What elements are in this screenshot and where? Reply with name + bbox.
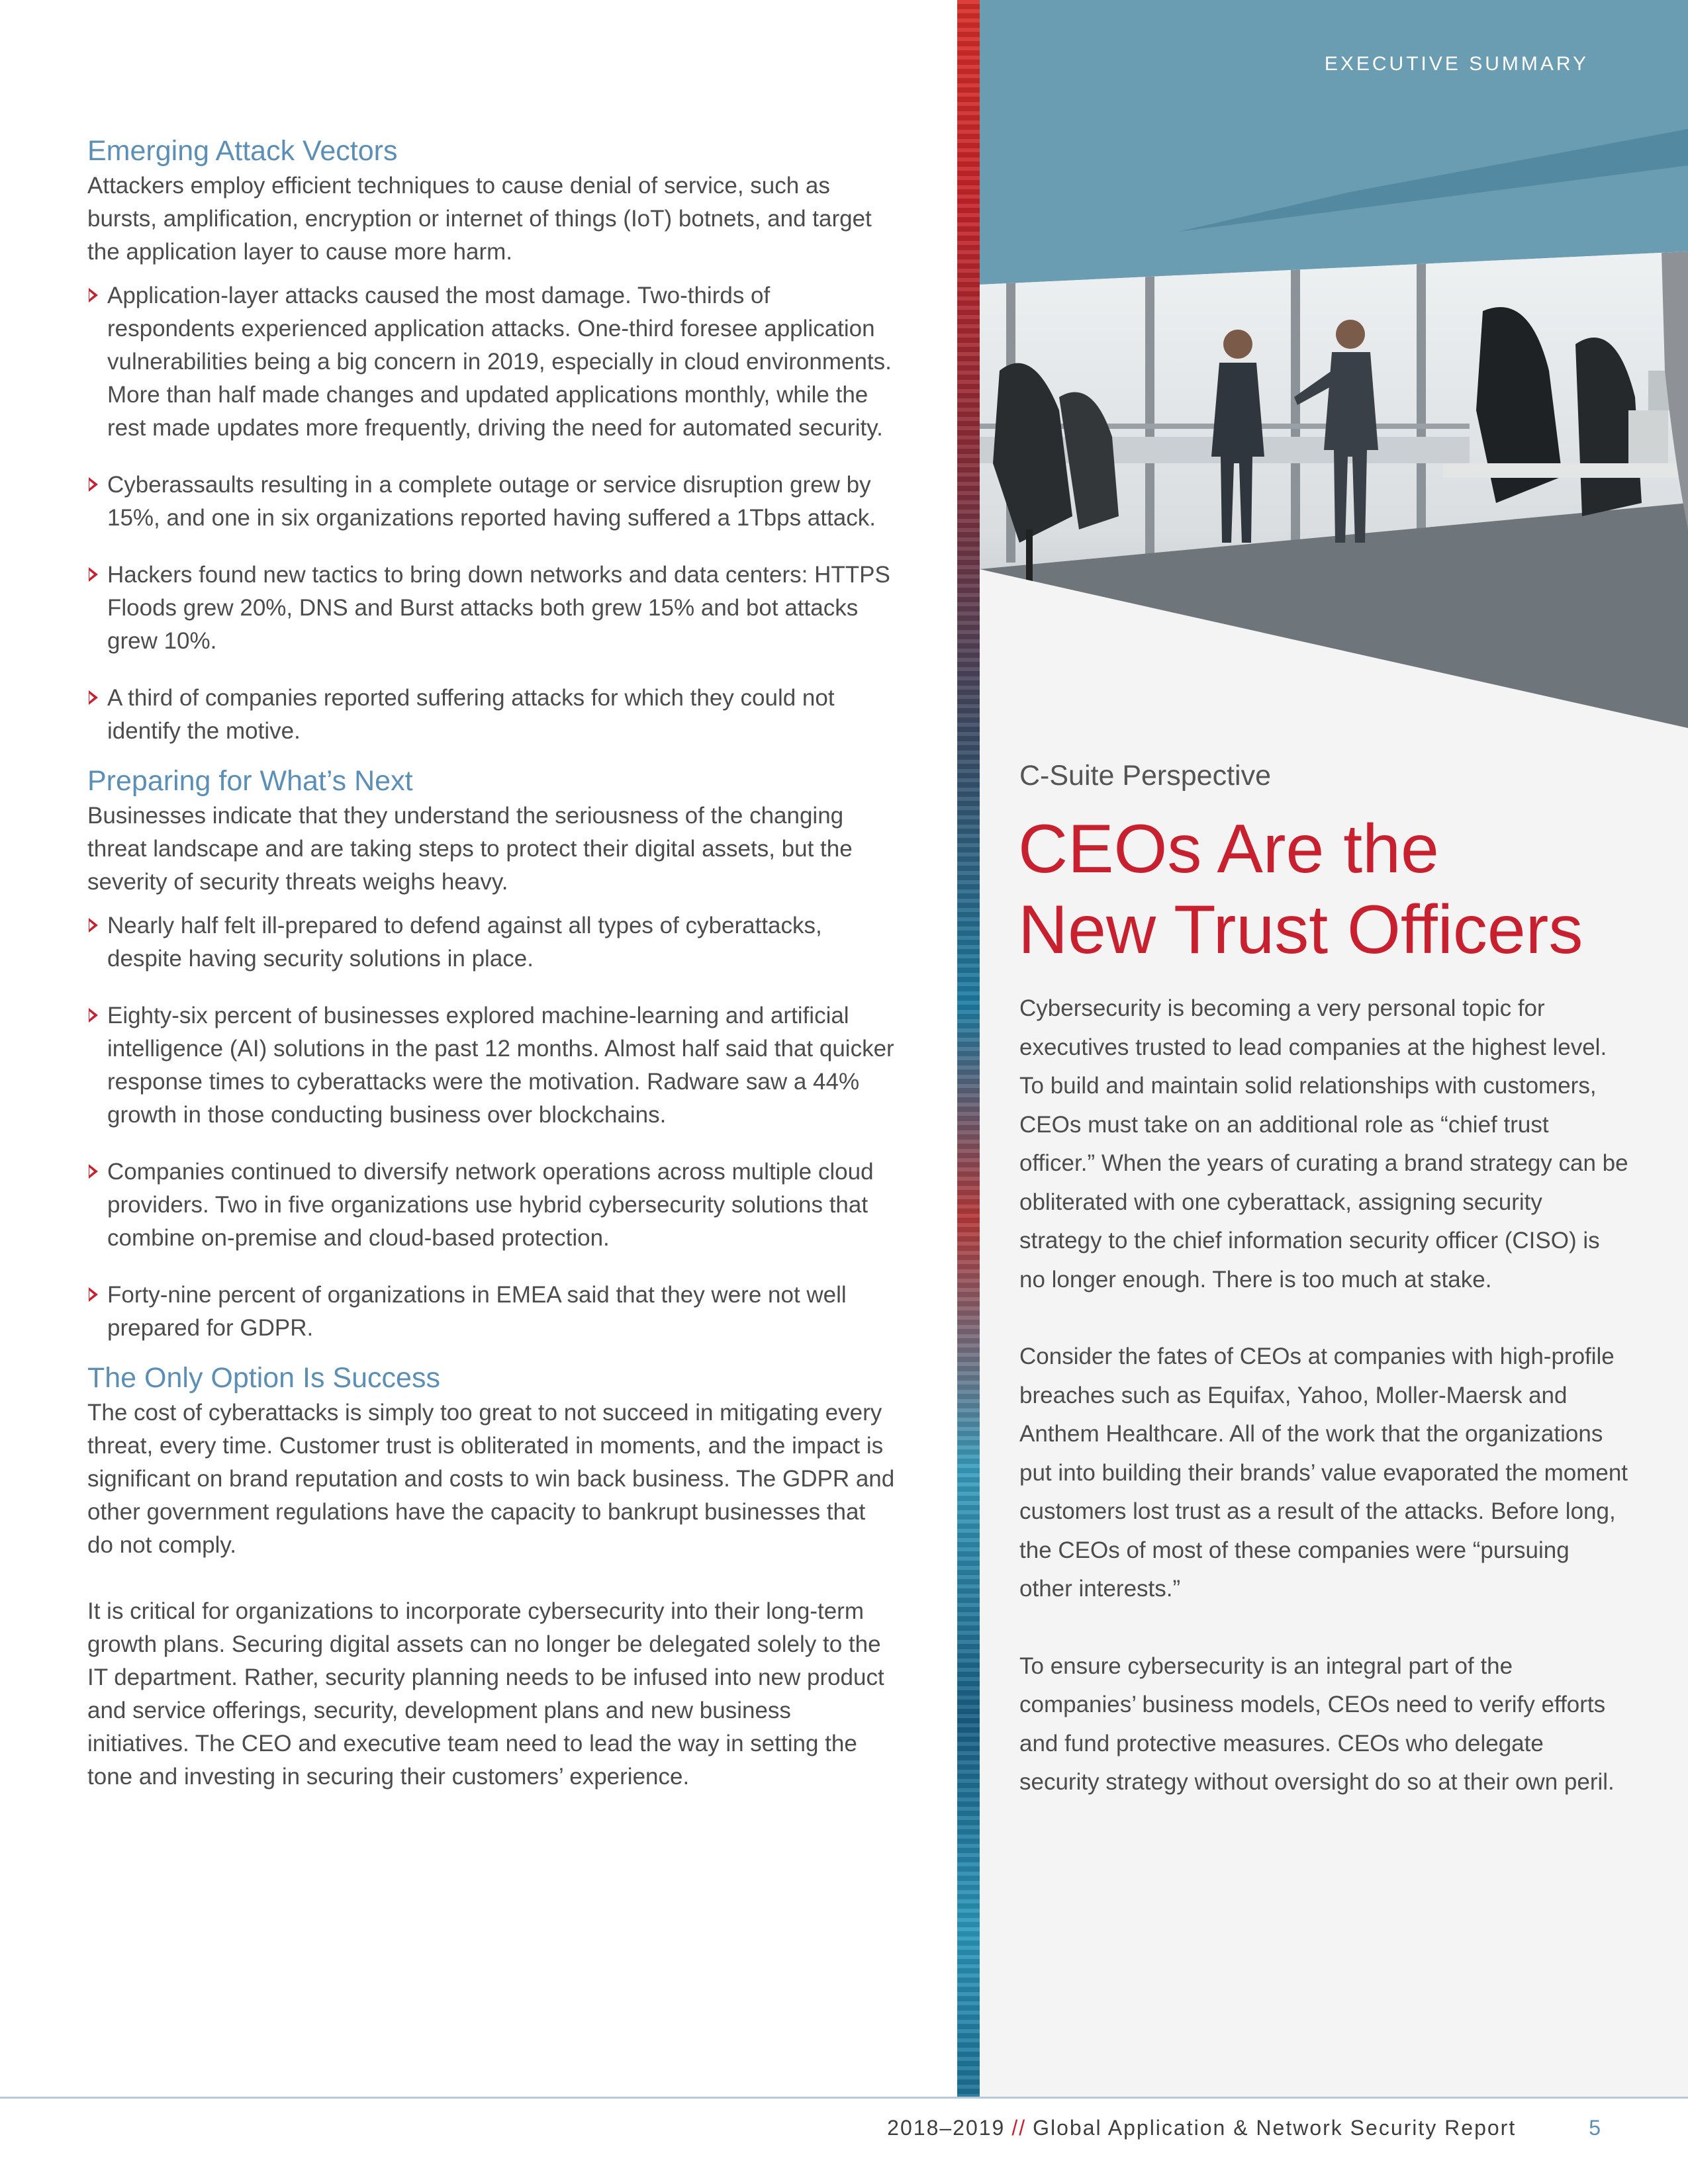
section-label: EXECUTIVE SUMMARY <box>1324 53 1589 75</box>
success-paragraph-1: The cost of cyberattacks is simply too great to not succeed in mitigating every threat, every time. Customer trust is obliterated in moments, and the impact is significant on brand reputation and costs to win back business. The GDPR and other government regulations have the capacity to bankrupt businesses that do not comply. <box>87 1400 895 1558</box>
page-number: 5 <box>1589 2116 1602 2140</box>
sidebar-title-line-2: New Trust Officers <box>1018 891 1583 968</box>
bullet-arrow-icon <box>89 1164 98 1179</box>
preparing-bullet-list <box>87 909 895 1345</box>
page-footer <box>887 2116 1602 2140</box>
bullet-text: Cyberassaults resulting in a complete outage or service disruption grew by 15%, and one in six organizations reported having suffered a 1Tbps attack. <box>107 472 876 531</box>
emerging-intro: Attackers employ efficient techniques to cause denial of service, such as bursts, amplification, encryption or internet of things (IoT) botnets, and target the application layer to cause more harm. <box>87 173 872 265</box>
bullet-arrow-icon <box>89 567 98 582</box>
hero-photo <box>980 0 1688 728</box>
list-item <box>87 279 895 445</box>
list-item <box>87 682 895 748</box>
list-item <box>87 1156 895 1255</box>
sidebar-paragraph-3: To ensure cybersecurity is an integral part of the companies’ business models, CEOs need to verify efforts and fund protective measures. CEOs who delegate security strategy without oversight do so at their own peril. <box>1019 1653 1615 1795</box>
bullet-text: Nearly half felt ill-prepared to defend against all types of cyberattacks, despite having security solutions in place. <box>107 913 822 972</box>
bullet-arrow-icon <box>89 1287 98 1302</box>
heading-only-option-is-success: The Only Option Is Success <box>87 1362 440 1394</box>
sidebar-paragraph-2: Consider the fates of CEOs at companies with high-profile breaches such as Equifax, Yahoo, Moller-Maersk and Anthem Healthcare. All of the work that the organizations put into building their brands’ value evaporated the moment customers lost trust as a result of the attacks. Before long, the CEOs of most of these companies were “pursuing other interests.” <box>1019 1343 1628 1602</box>
bullet-text: Eighty-six percent of businesses explored machine-learning and artificial intelligence (AI) solutions in the past 12 months. Almost half said that quicker response times to cyberattacks were the motivation. Radware saw a 44% growth in those conducting business over blockchains. <box>107 1003 894 1128</box>
bullet-arrow-icon <box>89 690 98 705</box>
left-column <box>87 132 895 1794</box>
list-item <box>87 1279 895 1345</box>
bullet-text: A third of companies reported suffering attacks for which they could not identify the motive. <box>107 685 835 744</box>
bullet-arrow-icon <box>89 477 98 492</box>
sidebar-title-line-1: CEOs Are the <box>1018 811 1439 887</box>
heading-preparing-for-whats-next: Preparing for What’s Next <box>87 765 413 797</box>
divider-strip-texture <box>957 0 980 2098</box>
list-item <box>87 469 895 535</box>
bullet-text: Companies continued to diversify network operations across multiple cloud providers. Two in five organizations use hybrid cybersecurity solutions that combine on-premise and cloud-based protection. <box>107 1159 874 1251</box>
bullet-text: Forty-nine percent of organizations in EMEA said that they were not well prepared for GDPR. <box>107 1282 847 1341</box>
list-item <box>87 999 895 1132</box>
emerging-bullet-list <box>87 279 895 748</box>
sidebar-body <box>1019 989 1628 1802</box>
list-item <box>87 909 895 976</box>
office-photo <box>980 251 1688 728</box>
sidebar-title <box>1018 809 1654 970</box>
heading-emerging-attack-vectors: Emerging Attack Vectors <box>87 135 398 167</box>
success-paragraph-2: It is critical for organizations to incorporate cybersecurity into their long-term growth plans. Securing digital assets can no longer be delegated solely to the IT department. Rather, security planning needs to be infused into new product and service offerings, security, development plans and new business initiatives. The CEO and executive team need to lead the way in setting the tone and investing in securing their customers’ experience. <box>87 1598 884 1790</box>
preparing-intro: Businesses indicate that they understand the seriousness of the changing threat landscape and are taking steps to protect their digital assets, but the severity of security threats weighs heavy. <box>87 803 853 895</box>
footer-years: 2018–2019 <box>887 2116 1006 2140</box>
sidebar-paragraph-1: Cybersecurity is becoming a very personal topic for executives trusted to lead companies at the highest level. To build and maintain solid relationships with customers, CEOs must take on an additional role as “chief trust officer.” When the years of curating a brand strategy can be obliterated with one cyberattack, assigning security strategy to the chief information security officer (CISO) is no longer enough. There is too much at stake. <box>1019 995 1628 1293</box>
list-item <box>87 559 895 658</box>
footer-report-title: Global Application & Network Security Report <box>1033 2116 1517 2140</box>
footer-separator: // <box>1011 2116 1027 2140</box>
bullet-arrow-icon <box>89 918 98 933</box>
bullet-text: Hackers found new tactics to bring down networks and data centers: HTTPS Floods grew 20%, DNS and Burst attacks both grew 15% and bot attacks grew 10%. <box>107 562 890 654</box>
footer-rule <box>0 2097 1688 2099</box>
header-banner <box>980 0 1688 285</box>
bullet-text: Application-layer attacks caused the most damage. Two-thirds of respondents experienced application attacks. One-third foresee application vulnerabilities being a big concern in 2019, especially in cloud environments. More than half made changes and updated applications monthly, while the rest made updates more frequently, driving the need for automated security. <box>107 283 892 441</box>
bullet-arrow-icon <box>89 1008 98 1023</box>
bullet-arrow-icon <box>89 288 98 302</box>
csuite-kicker: C-Suite Perspective <box>1019 760 1271 792</box>
